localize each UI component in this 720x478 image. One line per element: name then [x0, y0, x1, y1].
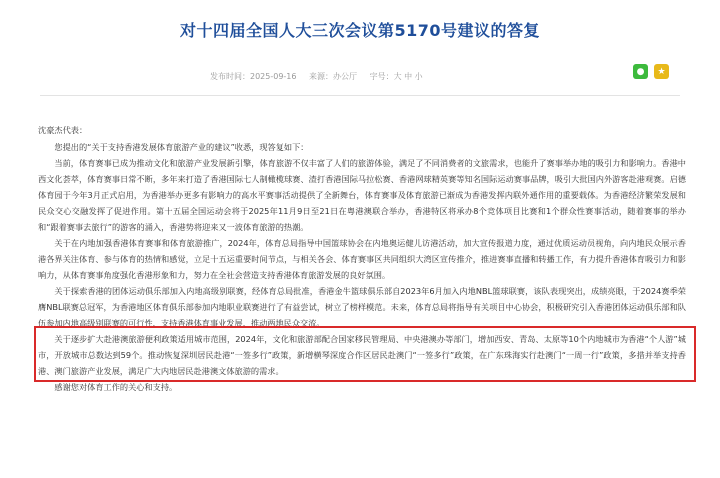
paragraph-club-league: 关于探索香港的团体运动俱乐部加入内地高级别联赛，经体育总局批准，香港金牛篮球俱乐部自2023年6月加入内地NBL篮球联赛，该队表现突出，成绩亮眼，于2024赛季荣膺NBL联赛总冠军，为香港地区体育俱乐部参加内地职业联赛进行了有益尝试，树立了榜样模范。未来，体育总局将指导有关项目中心协会，积极研究引入香港团体运动俱乐部和队伍参加内地高级别联赛的可行性，支持香港体育事业发展，推动两地民众交流。 — [38, 286, 686, 328]
paragraph-context: 当前，体育赛事已成为推动文化和旅游产业发展新引擎，体育旅游不仅丰富了人们的旅游体验，满足了不同消费者的文旅需求，也能升了赛事举办地的吸引力和影响力。香港中西文化荟萃，体育赛事日常不断，多年来打造了香港国际七人制橄榄球赛、渣打香港国际马拉松赛、香港网球精英赛等知名国际运动赛事品牌，吸引大批国内外游客赴港观赛。启德体育园于今年3月正式启用，为香港举办更多有影响力的高水平赛事活动提供了全新舞台，体育赛事及体育旅游已渐成为香港发挥内联外通作用的重要载体。为香港经济繁荣发展和民众交心交融发挥了促进作用。第十五届全国运动会将于2025年11月9日至21日在粤港澳联合举办，香港特区将承办8个竞体项目比赛和1个群众性赛事活动，随着赛事的举办和“跟着赛事去旅行”的游客的涌入，香港势将迎来又一波体育旅游的热潮。 — [38, 158, 686, 232]
source-label: 来源：办公厅 — [309, 72, 358, 81]
paragraph-promotion: 关于在内地加强香港体育赛事和体育旅游推广，2024年，体育总局指导中国篮球协会在内地奥运健儿访港活动，加大宣传报道力度，通过优质运动员视角，向内地民众展示香港各界关注体育、参与体育的热情和感觉，立足十五运重要时间节点，与相关各会、体育赛事区共同组织大湾区宣传推介，推进赛事直播和转播工作，有力提升香港体育吸引力和影响力，从体育赛事角度强化香港形象和力，努力在全社会营造支持香港体育旅游发展的良好氛围。 — [38, 238, 686, 280]
publish-date: 发布时间：2025-09-16 — [210, 72, 297, 81]
paragraph-intro: 您提出的“关于支持香港发展体育旅游产业的建议”收悉，现答复如下： — [54, 142, 309, 152]
paragraph-thanks: 感谢您对体育工作的关心和支持。 — [54, 382, 178, 392]
article-meta — [210, 71, 433, 82]
page-title: 对十四届全国人大三次会议第5170号建议的答复 — [179, 21, 541, 40]
paragraph-travel-policy: 关于逐步扩大赴港澳旅游便利政策适用城市范围，2024年，文化和旅游部配合国家移民管理局、中央港澳办等部门，增加西安、青岛、太原等10个内地城市为香港“个人游”城市，开放城市总数达到59个。推动恢复深圳居民赴港“一签多行”政策，新增横琴深度合作区居民赴澳门“一签多行”政策，在广东珠海实行赴澳门“一周一行”政策，多措并举支持香港、澳门旅游产业发展，满足广大内地居民赴港澳文体旅游的需求。 — [38, 334, 686, 376]
font-size-selector[interactable]: 字号：大 中 小 — [369, 72, 423, 81]
header-divider — [40, 95, 680, 96]
weibo-icon[interactable]: ★ — [654, 64, 669, 79]
wechat-icon[interactable]: ● — [633, 64, 648, 79]
share-bar — [633, 64, 669, 79]
salutation: 沈豪杰代表： — [38, 125, 88, 135]
highlight-box — [34, 326, 696, 382]
